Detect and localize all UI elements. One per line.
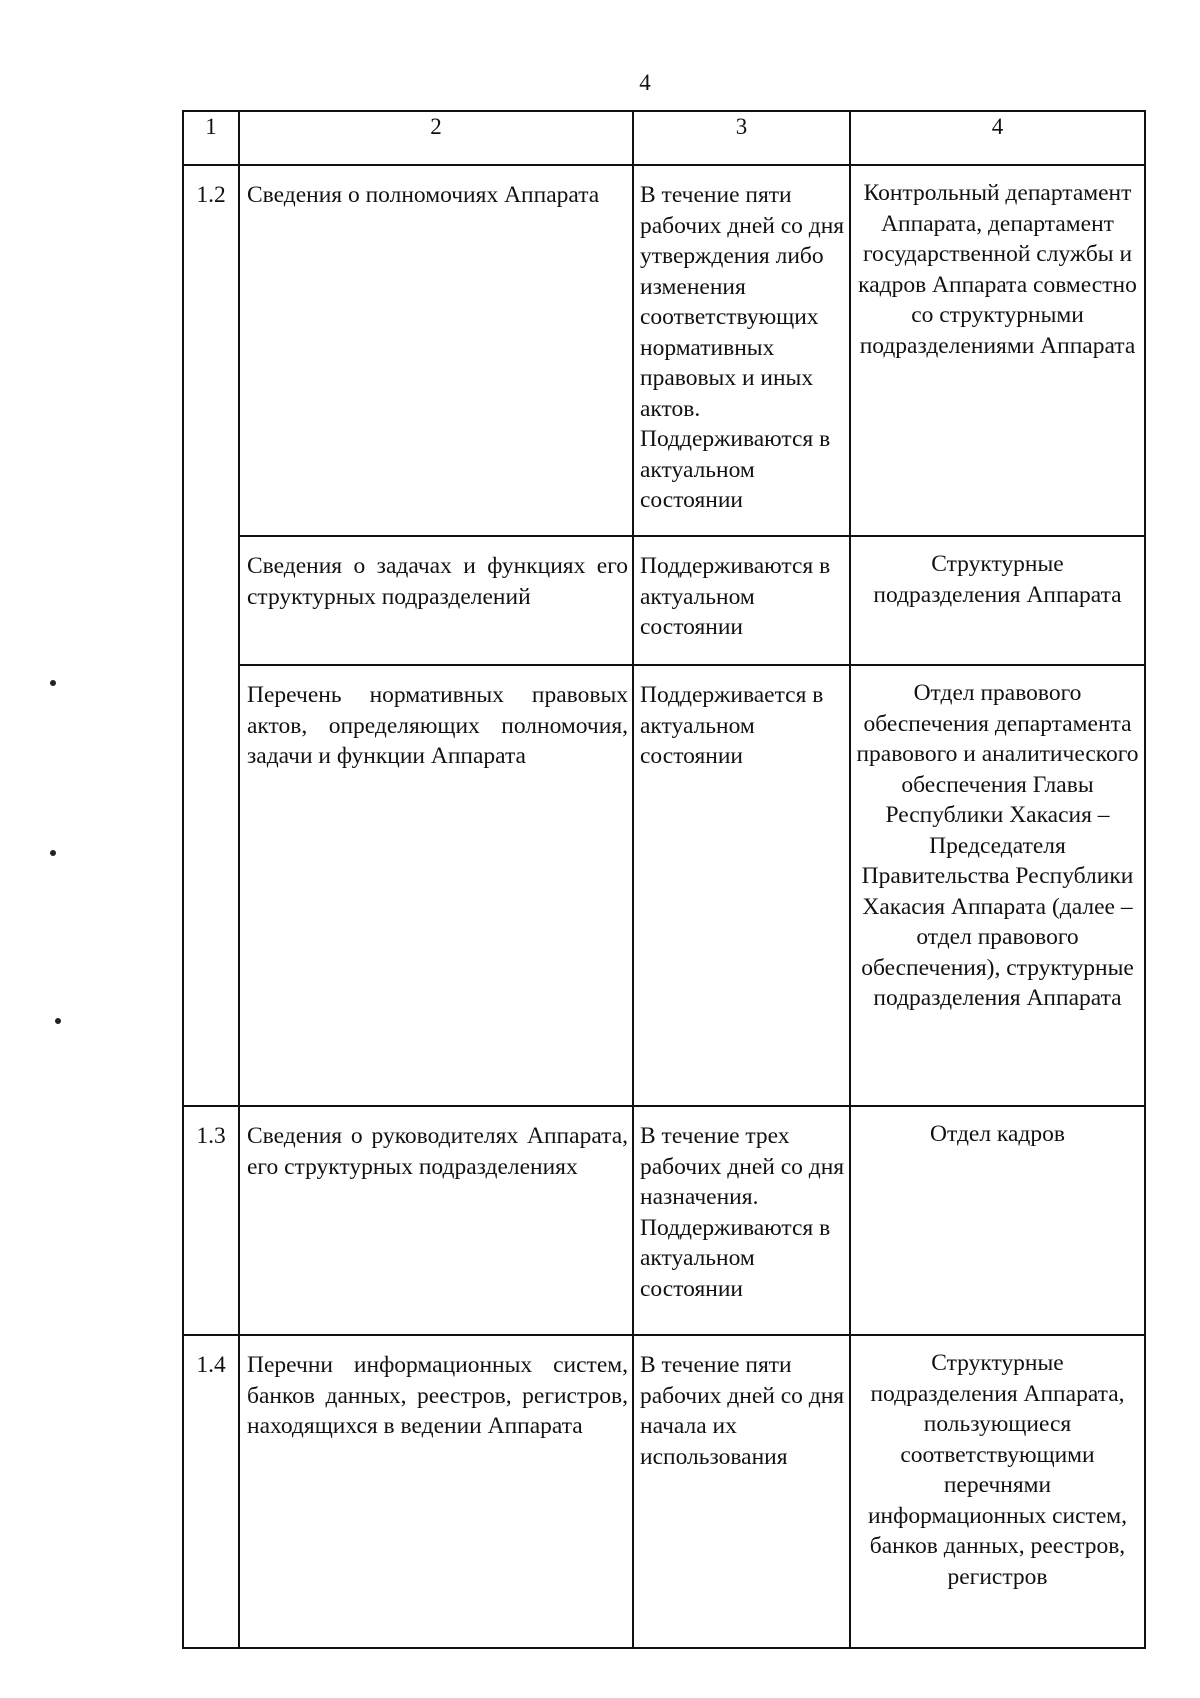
table-row (183, 665, 1145, 1106)
document-table (182, 110, 1146, 1649)
scan-dot-mark (50, 850, 56, 856)
row-number-cell: 1.2 (183, 165, 239, 1106)
table-row (183, 1335, 1145, 1648)
responsible-cell: Контрольный департамент Аппарата, департамент государственной службы и кадров Аппарата совместно со структурными подразделениями Аппарата (850, 165, 1145, 536)
deadline-cell: В течение пяти рабочих дней со дня утверждения либо изменения соответствующих нормативных правовых и иных актов. Поддерживаются в актуальном состоянии (633, 165, 850, 536)
info-category-cell: Сведения о полномочиях Аппарата (239, 165, 633, 536)
info-category-cell: Сведения о задачах и функциях его структурных подразделений (239, 536, 633, 665)
table-row (183, 165, 1145, 536)
column-header-1: 1 (183, 111, 239, 165)
scan-dot-mark (50, 680, 56, 686)
row-number-cell: 1.4 (183, 1335, 239, 1648)
deadline-cell: В течение пяти рабочих дней со дня начала их использования (633, 1335, 850, 1648)
table-row (183, 536, 1145, 665)
row-number-cell: 1.3 (183, 1106, 239, 1335)
column-header-2: 2 (239, 111, 633, 165)
responsible-cell: Отдел кадров (850, 1106, 1145, 1335)
responsible-cell: Отдел правового обеспечения департамента правового и аналитического обеспечения Главы Республики Хакасия – Председателя Правительства Республики Хакасия Аппарата (далее – отдел правового обеспечения), структурные подразделения Аппарата (850, 665, 1145, 1106)
info-category-cell: Сведения о руководителях Аппарата, его структурных подразделениях (239, 1106, 633, 1335)
responsible-cell: Структурные подразделения Аппарата, пользующиеся соответствующими перечнями информационных систем, банков данных, реестров, регистров (850, 1335, 1145, 1648)
deadline-cell: Поддерживается в актуальном состоянии (633, 665, 850, 1106)
scan-dot-mark (55, 1018, 61, 1024)
info-category-cell: Перечни информационных систем, банков данных, реестров, регистров, находящихся в ведении Аппарата (239, 1335, 633, 1648)
column-header-4: 4 (850, 111, 1145, 165)
column-header-3: 3 (633, 111, 850, 165)
table-row (183, 1106, 1145, 1335)
page-number: 4 (639, 70, 651, 95)
deadline-cell: В течение трех рабочих дней со дня назначения. Поддерживаются в актуальном состоянии (633, 1106, 850, 1335)
info-category-cell: Перечень нормативных правовых актов, определяющих полномочия, задачи и функции Аппарата (239, 665, 633, 1106)
table-header-row (183, 111, 1145, 165)
deadline-cell: Поддерживаются в актуальном состоянии (633, 536, 850, 665)
responsible-cell: Структурные подразделения Аппарата (850, 536, 1145, 665)
